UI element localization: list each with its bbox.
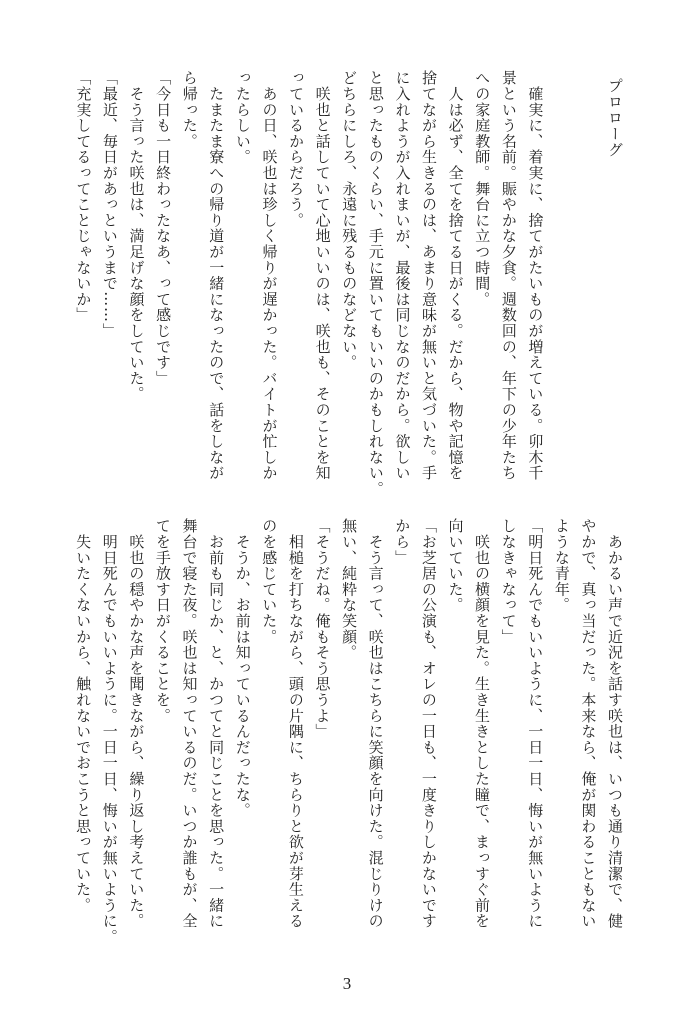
text-line: 「お芝居の公演も、オレの一日も、一度きりしかないです — [419, 518, 438, 929]
text-line: やかで、真っ当だった。本来なら、俺が関わることもない — [579, 518, 598, 929]
text-line: たまたま寮への帰り道が一緒になったので、話をしなが — [207, 70, 226, 481]
text-line: そう言った咲也は、満足げな顔をしていた。 — [127, 70, 146, 402]
lower-text-block — [70, 518, 628, 958]
text-line: 人は必ず、全てを捨てる日がくる。だから、物や記憶を — [446, 70, 465, 481]
text-line: あかるい声で近況を話す咲也は、いつも通り清潔で、健 — [606, 518, 624, 929]
text-line: 無い、純粋な笑顔。 — [340, 518, 359, 661]
text-line: 「そうだね。俺もそう思うよ」 — [313, 518, 332, 740]
text-line: ったらしい。 — [233, 70, 252, 165]
text-line: 「今日も一日終わったなあ、って感じです」 — [154, 70, 173, 386]
text-line: 確実に、着実に、捨てがたいものが増えている。卯木千 — [526, 70, 545, 481]
text-line: 相槌を打ちながら、頭の片隅に、ちらりと欲が芽生える — [286, 518, 305, 929]
text-line: しなきゃなって」 — [499, 518, 518, 645]
text-line: 明日死んでもいいように。一日一日、悔いが無いように。 — [100, 518, 119, 945]
text-line: あの日、咲也は珍しく帰りが遅かった。バイトが忙しか — [260, 70, 279, 481]
text-line: 景という名前。賑やかな夕食。週数回の、年下の少年たち — [499, 70, 518, 481]
text-line: 失いたくないから、触れないでおこうと思っていた。 — [74, 518, 93, 913]
text-line: 「充実してるってことじゃないか」 — [74, 70, 93, 323]
text-line: どちらにしろ、永遠に残るものなどない。 — [340, 70, 359, 371]
text-line: ような青年。 — [552, 518, 571, 613]
text-line: 捨てながら生きるのは、あまり意味が無いと気づいた。手 — [420, 70, 439, 481]
text-line: に入れようが入れまいが、最後は同じなのだから。欲しい — [393, 70, 412, 481]
text-line: 咲也の穏やかな声を聞きながら、繰り返し考えていた。 — [127, 518, 146, 929]
chapter-title: プロローグ — [606, 78, 624, 158]
text-line: てを手放す日がくることを。 — [153, 518, 172, 724]
text-line: 向いていた。 — [446, 518, 465, 613]
text-line: お前も同じか、と、かつてと同じことを思った。一緒に — [207, 518, 226, 929]
text-line: から」 — [393, 518, 412, 566]
text-line: のを感じていた。 — [260, 518, 279, 645]
text-line: 咲也の横顔を見た。生き生きとした瞳で、まっすぐ前を — [473, 518, 492, 929]
text-line: ら帰った。 — [180, 70, 199, 149]
text-line: そうか、お前は知っているんだったな。 — [233, 518, 252, 819]
text-line: 「明日死んでもいいように、一日一日、悔いが無いように — [526, 518, 545, 929]
text-line: と思ったものくらい、手元に置いてもいいのかもしれない。 — [366, 70, 385, 497]
upper-text-block — [70, 70, 628, 510]
text-line: への家庭教師。舞台に立つ時間。 — [473, 70, 492, 307]
text-line: 舞台で寝た夜。咲也は知っているのだ。いつか誰もが、全 — [180, 518, 199, 929]
text-line: 咲也と話していて心地いいのは、咲也も、そのことを知 — [313, 70, 332, 481]
text-line: 「最近、毎日があっというまで……」 — [100, 70, 119, 339]
page-number: 3 — [342, 974, 352, 993]
text-line: っているからだろう。 — [287, 70, 306, 228]
text-line: そう言って、咲也はこちらに笑顔を向けた。混じりけの — [366, 518, 385, 929]
